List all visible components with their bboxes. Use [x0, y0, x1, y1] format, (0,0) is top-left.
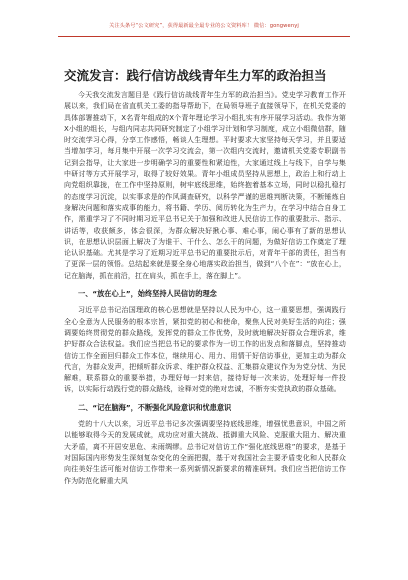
- document-title: 交流发言：践行信访战线青年生力军的政治担当: [64, 68, 327, 83]
- banner-divider: [58, 36, 350, 37]
- document-body: [64, 90, 346, 570]
- top-banner: 关注头条号“公文研究”，获得最新最全最专业的公文资料库！ 微信：gongwenyj: [109, 23, 299, 29]
- section-heading: 二、“记在脑海”，不断强化风险意识和忧患意识: [78, 402, 232, 412]
- section-heading: 一、“放在心上”，始终坚持人民信访的理念: [78, 289, 217, 299]
- paragraph: 党的十八大以来，习近平总书记多次强调要坚持底线思维，增强忧患意识，中国之所以能够取得今天的发展成就，成功应对重大挑战、抵御重大风险、克服重大阻力、解决重大矛盾，离不开居安思危、未雨绸缪。总书记对信访工作“强化底线思维”的要求，是基于对国际国内形势发生深刻复杂变化的全面把握，基于对我国社会主要矛盾变化和人民群众向往美好生活可能对信访工作带来一系列新情况新要求的精准研判。我们应当把信访工作作为防范化解重大风: [64, 420, 346, 485]
- paragraph: 今天我交流发言题目是《践行信访战线青年生力军的政治担当》。党史学习教育工作开展以来，我们局在省直机关工委的指导帮助下，在局领导班子直接领导下，在机关党委的具体部署推动下，X名青年组成的X个青年理论学习小组扎实有序开展学习活动。我作为第X小组的组长，与组内同志共同研究制定了小组学习计划和学习制度，成立小组微信群，随时交流学习心得，分享工作感悟，畅谈人生理想。平时要求大家坚持每天学习，并且要适当增加学习，每月集中开展一次学习交流会，第一次组内交流时，邀请机关党委专职副书记到会指导，让大家进一步明确学习的重要性和紧迫性，大家通过线上与线下，自学与集中研讨等方式开展学习，取得了较好效果。青年小组成员坚持从思想上，政治上和行动上向党组织靠拢，在工作中坚持原则，树牢底线思维，始终抱着基本立场，同时以稳扎稳打的态度学习沉淀，以实事求是的作风调查研究，以科学严谨的思维判断决策，不断锤炼自身解决问题和落实成事的能力，将书籍、学历、阅历转化为生产力，在学习中结合自身工作，需重学习了不同时期习近平总书记关于加强和改进人民信访工作的重要批示、指示、讲话等，收获颇多，体会很深，为群众解决好揪心事、难心事，闹心事有了新的思想认识，在思想认识层面上解决了为谁干、干什么、怎么干的问题，为做好信访工作奠定了理论认识基础。尤其是学习了近期习近平总书记的重要批示后，对青年干部的责任，担当有了更深一层的领悟。总结起来就是要全身心地落实政治担当，做到“八个在”：“放在心上，记在脑海，抓在前沿，扛在肩头，抓在手上，落在脚上”。: [64, 91, 346, 280]
- paragraph: 习近平总书记治国理政的核心思想就是坚持以人民为中心，这一重要思想，强调践行全心全意为人民服务的根本宗旨，紧扣党的初心和使命，聚焦人民对美好生活的向往；强调要始终贯彻党的群众路线，发挥党的群众工作优势，及时就地解决好群众合理诉求，维护好群众合法权益。我们应当把总书记的要求作为一切工作的出发点和落脚点，坚持推动信访工作全面回归群众工作本位，继续用心、用力、用情干好信访事业，更加主动为群众代言，为群众发声，把倾听群众诉求、维护群众权益、汇集群众建议作为为党分忧、为民解难，联系群众的重要举措，办理好每一封来信，接待好每一次来访，处理好每一件投诉，以实际行动践行党的群众路线，诠释对党的绝对忠诚，不断夯实党执政的群众基础。: [64, 306, 346, 394]
